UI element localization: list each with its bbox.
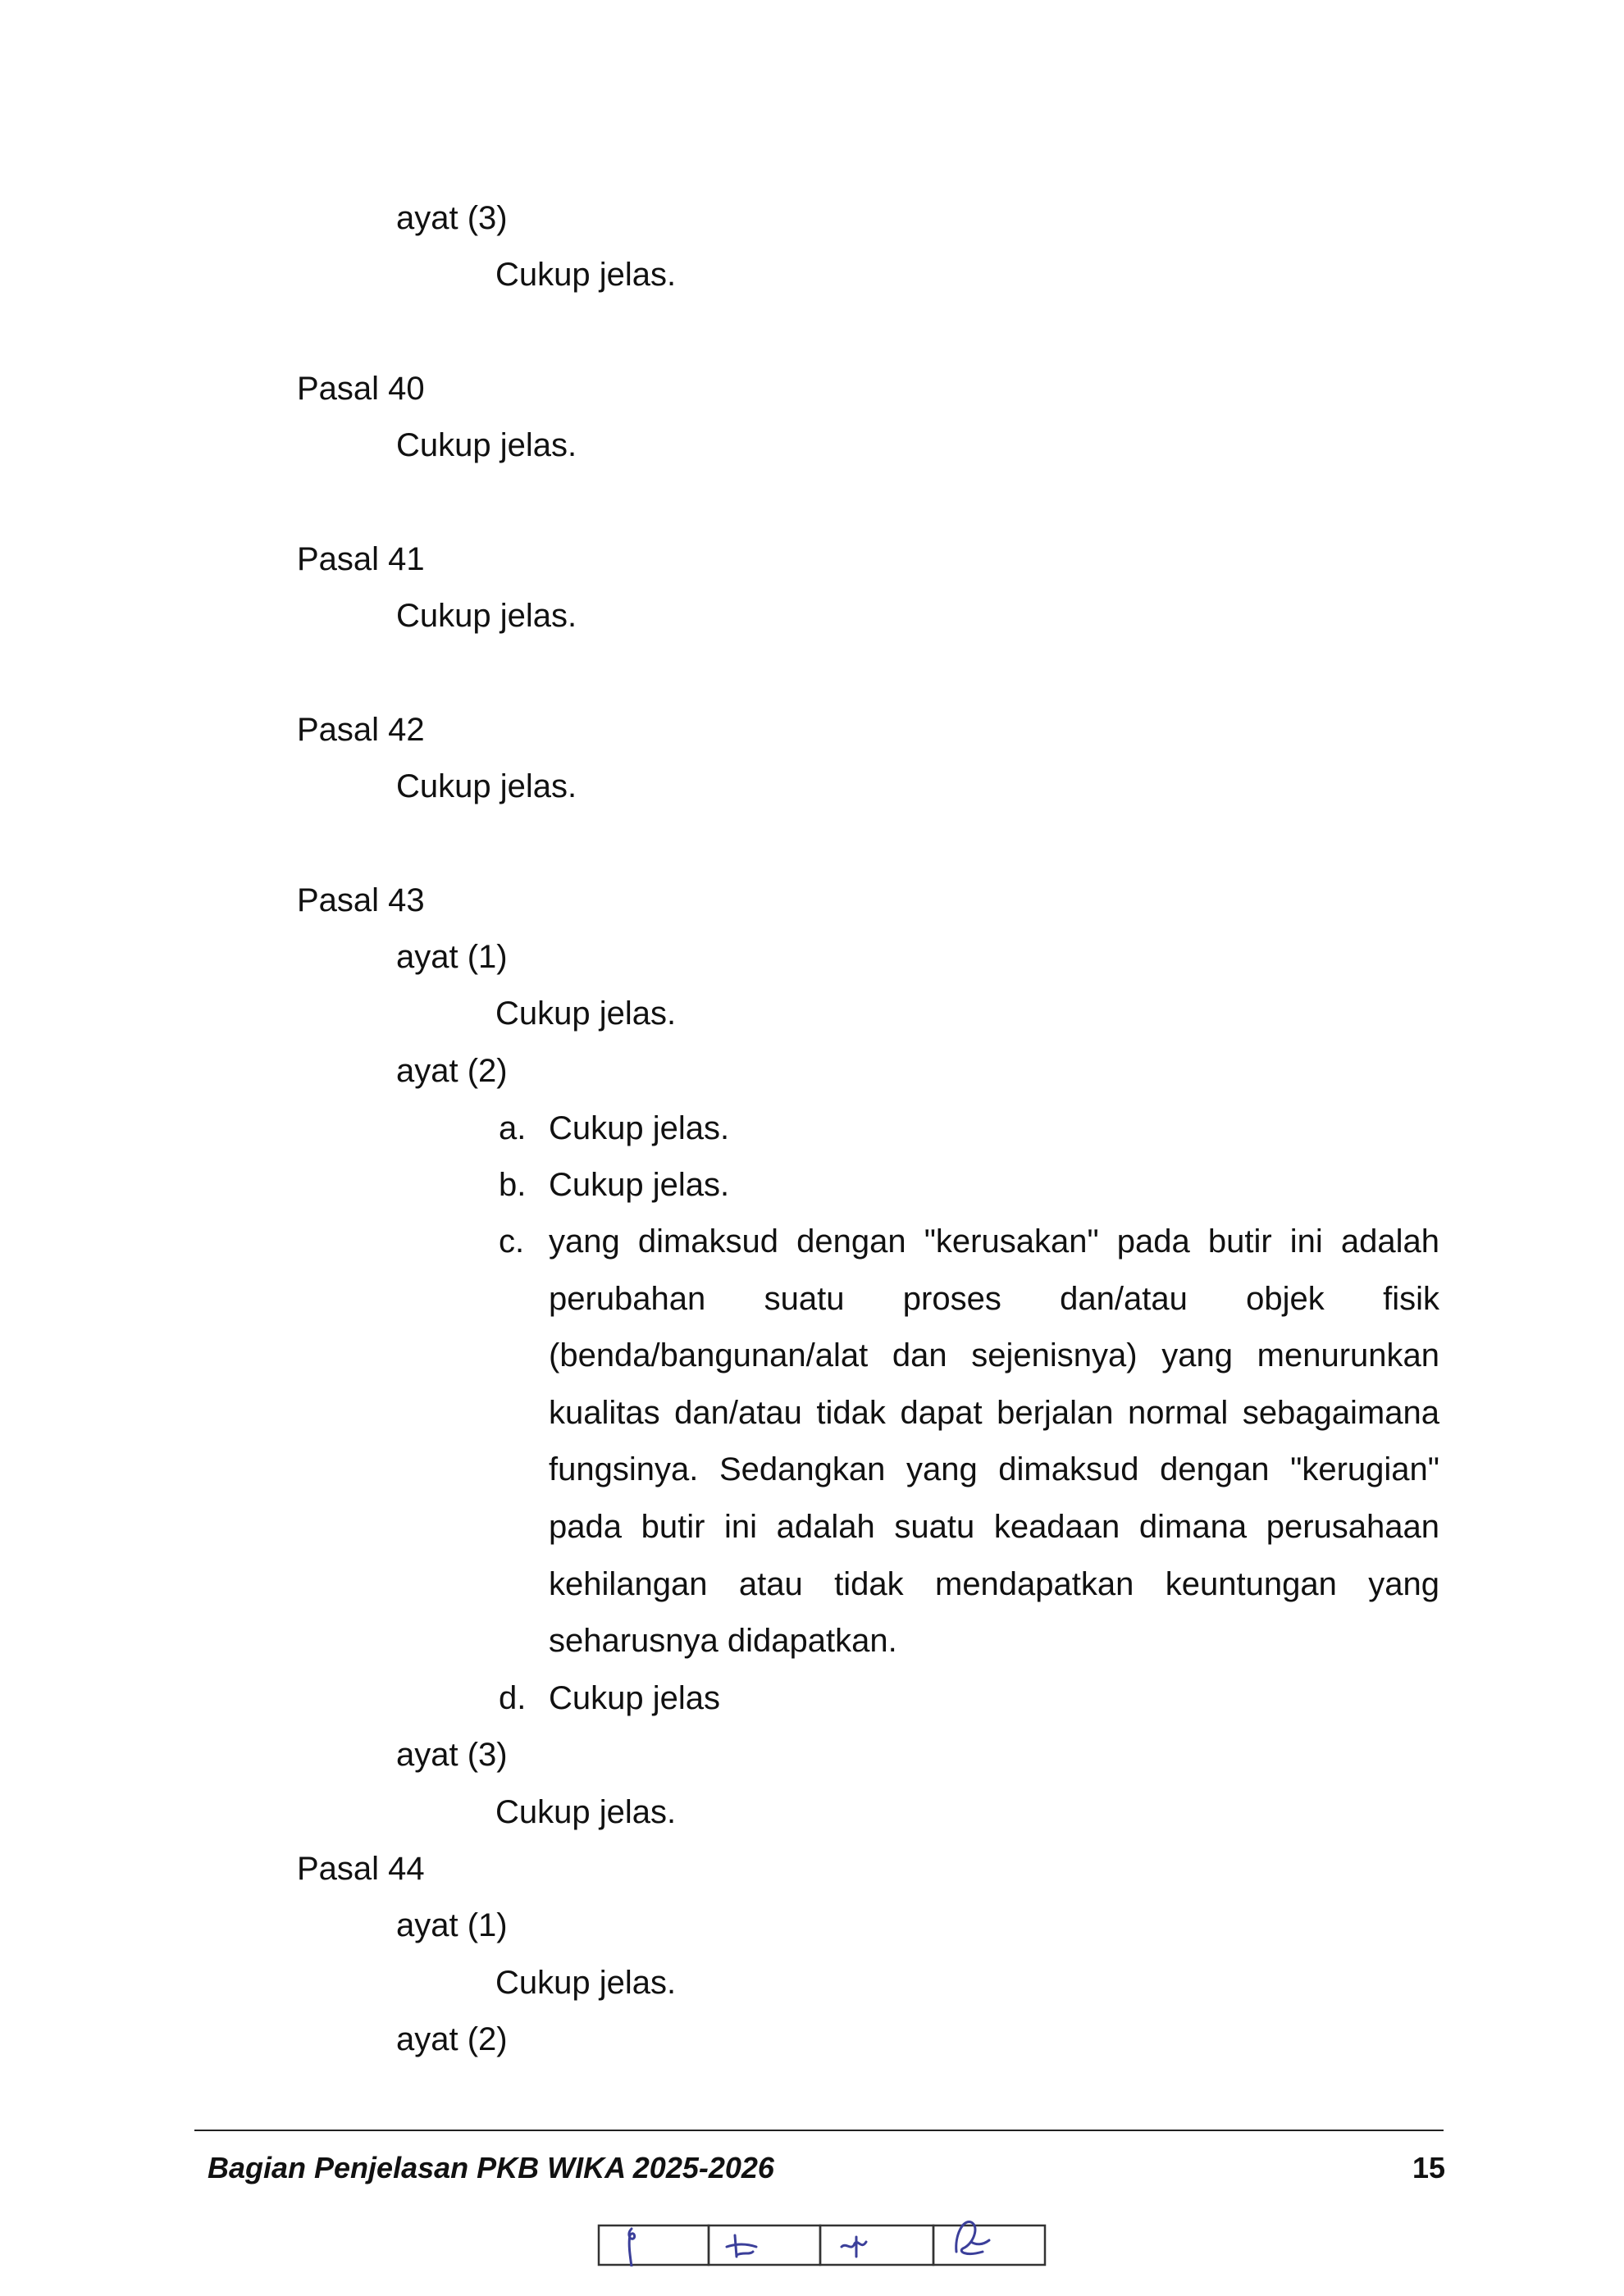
initial-signature-3 [842,2237,866,2257]
pasal-heading: Pasal 40 [297,371,425,407]
ayat-text: Cukup jelas. [495,1965,677,2001]
initial-signature-2 [727,2235,756,2257]
list-item-label: b. [499,1167,527,1203]
ayat-label: ayat (1) [396,1907,508,1943]
ayat-label: ayat (1) [396,939,508,975]
list-item-text: Cukup jelas. [549,1167,730,1203]
initials-boxes [597,2219,1047,2266]
list-item-text: Cukup jelas [549,1680,721,1716]
pasal-heading: Pasal 43 [297,882,425,918]
ayat-text: Cukup jelas. [495,257,677,293]
ayat-text: Cukup jelas. [495,995,677,1032]
page-number: 15 [1412,2151,1445,2184]
list-item-label: c. [499,1223,525,1260]
ayat-label: ayat (3) [396,200,508,236]
pasal-heading: Pasal 44 [297,1851,425,1887]
list-item-label: d. [499,1680,527,1716]
pasal-text: Cukup jelas. [396,598,577,634]
ayat-label: ayat (2) [396,1053,508,1089]
pasal-heading: Pasal 42 [297,712,425,748]
initial-box-3 [820,2225,933,2265]
pasal-text: Cukup jelas. [396,427,577,463]
list-item-text: Cukup jelas. [549,1110,730,1146]
ayat-label: ayat (3) [396,1737,508,1773]
list-item-text: yang dimaksud dengan "kerusakan" pada butir ini adalah perubahan suatu proses dan/atau objek fisik (benda/bangunan/alat dan sejenisnya) yang menurunkan kualitas dan/atau tidak dapat berjalan normal sebagaimana fungsinya. Sedangkan yang dimaksud dengan "kerugian" pada butir ini adalah suatu keadaan dimana perusahaan kehilangan atau tidak mendapatkan keuntungan yang seharusnya didapatkan. [549,1223,1439,1660]
initial-signature-1 [629,2229,635,2266]
footer-divider [194,2130,1444,2131]
initial-box-1 [599,2225,709,2265]
ayat-text: Cukup jelas. [495,1794,677,1830]
footer-document-title: Bagian Penjelasan PKB WIKA 2025-2026 [208,2151,774,2184]
initial-signature-4 [956,2221,989,2253]
pasal-heading: Pasal 41 [297,541,425,577]
initial-box-2 [709,2225,820,2265]
initial-box-4 [933,2225,1045,2265]
ayat-label: ayat (2) [396,2021,508,2057]
list-item-label: a. [499,1110,527,1146]
pasal-text: Cukup jelas. [396,768,577,804]
